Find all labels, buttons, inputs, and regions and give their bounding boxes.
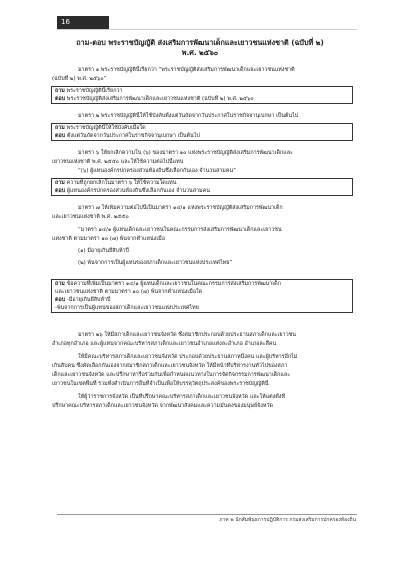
box4-question-cont: และเยาวชนแห่งชาติ ตามมาตรา ๑๐ (๗) พ้นจากตำแหน่งเมื่อใด — [55, 289, 203, 295]
section4-line4: แห่งชาติ ตามมาตรา ๑๐ (๗) พ้นจากตำแหน่งเมื่อ — [52, 236, 165, 242]
q-label: ถาม — [55, 88, 65, 94]
section5-line1: มาตรา ๒๖ ให้มีสภาเด็กและเยาวชนจังหวัด ซึ่งสมาชิกประกอบด้วยประธานสภาเด็กและเยาวชน — [78, 332, 296, 338]
section5-line8: ปรึกษาคณะบริหารสภาเด็กและเยาวชนจังหวัด จากพัฒนาสังคมและความมั่นคงของมนุษย์จังหวัด — [52, 403, 273, 409]
section5-line3: ให้มีคณะบริหารสภาเด็กและเยาวชนจังหวัด ประกอบด้วยประธานสภาหนึ่งคน และผู้บริหารอีกไม่ — [78, 354, 298, 360]
box3-answer: ผู้แทนองค์กรปกครองส่วนท้องถิ่นซึ่งเลือกกันเอง จำนวนสามคน — [66, 188, 210, 194]
a-label: ตอบ — [55, 188, 66, 194]
box4-question: ข้อความที่เพิ่มเป็นมาตรา ๑๔/๑ ผู้แทนเด็กและเยาวชนในคณะกรรมการส่งเสริมการพัฒนาเด็ก — [66, 281, 281, 287]
header-rule — [57, 29, 357, 30]
qa-box-2 — [51, 123, 353, 141]
section4-line5: (๑) มีอายุเกินยี่สิบห้าปี — [78, 248, 129, 254]
section1-line1: มาตรา ๑ พระราชบัญญัตินี้เรียกว่า “พระราชบัญญัติส่งเสริมการพัฒนาเด็กและเยาวชนแห่งชาติ — [78, 67, 295, 73]
page-footer: ภาค ๒ นักสัมพันธการปฏิบัติการ กรมส่งเสริมการปกครองท้องถิ่น — [219, 517, 356, 523]
title-line: ถาม-ตอบ พระราชบัญญัติ ส่งเสริมการพัฒนาเด็กและเยาวชนแห่งชาติ (ฉบับที่ ๒) — [76, 38, 324, 47]
section3-line3: “(๖) ผู้แทนองค์กรปกครองส่วนท้องถิ่นซึ่งเลือกกันเอง จำนวนสามคน” — [78, 168, 236, 174]
section4-line1: มาตรา ๗ ให้เพิ่มความต่อไปนี้เป็นมาตรา ๑๔/๑ แห่งพระราชบัญญัติส่งเสริมการพัฒนาเด็ก — [78, 205, 283, 211]
box2-question: พระราชบัญญัตินี้ให้ใช้บังคับเมื่อใด — [66, 125, 146, 131]
section5-line5: เด็กและเยาวชนจังหวัด และปรึกษาหารือร่วมกันเพื่อกำหนดแนวทางในการจัดกิจกรรมการพัฒนาเด็กและ — [52, 372, 291, 378]
footer-rule — [57, 514, 357, 515]
a-label: ตอบ — [55, 133, 66, 139]
qa-box-1 — [51, 86, 353, 104]
title-year: พ.ศ. ๒๕๖๐ — [181, 48, 219, 57]
section5-line7: ให้ผู้ว่าราชการจังหวัด เป็นที่ปรึกษาคณะบริหารสภาเด็กและเยาวชนจังหวัด และให้แต่งตั้งที่ — [78, 394, 285, 400]
q-label: ถาม — [55, 281, 65, 287]
a-label: ตอบ — [55, 297, 66, 303]
section2-line1: มาตรา ๒ พระราชบัญญัตินี้ให้ใช้บังคับตั้งแต่วันถัดจากวันประกาศในราชกิจจานุเบกษา เป็นต้นไป — [78, 113, 299, 119]
box4-answer1: -มีอายุเกินยี่สิบห้าปี — [66, 297, 111, 303]
section3-line2: เยาวชนแห่งชาติ พ.ศ. ๒๕๕๐ และให้ใช้ความต่อไปนี้แทน — [52, 159, 184, 165]
section4-line6: (๒) พ้นจากการเป็นผู้แทนของสภาเด็กและเยาวชนแห่งประเทศไทย” — [78, 260, 233, 266]
box1-question: พระราชบัญญัตินี้เรียกว่า — [66, 88, 123, 94]
section5-line6: เยาวชนในเขตพื้นที่ รวมทั้งดำเนินการอื่นที่จำเป็นเพื่อให้บรรลุวัตถุประสงค์ของพระราชบัญญัตินี้ — [52, 381, 269, 387]
box2-answer: ตั้งแต่วันถัดจากวันประกาศในราชกิจจานุเบกษา เป็นต้นไป — [66, 133, 200, 139]
section3-line1: มาตรา ๖ ให้ยกเลิกความใน (๖) ของมาตรา ๑๐ แห่งพระราชบัญญัติส่งเสริมการพัฒนาเด็กและ — [78, 150, 293, 156]
qa-box-4 — [51, 279, 353, 313]
box4-answer2: -พ้นจากการเป็นผู้แทนของสภาเด็กและเยาวชนแห่งประเทศไทย — [55, 305, 199, 311]
box3-question: ความที่ถูกยกเลิกในมาตรา ๖ ให้ใช้ความใดแทน — [66, 180, 177, 186]
page-number: 16 — [57, 16, 109, 29]
q-label: ถาม — [55, 125, 65, 131]
section4-line2: และเยาวชนแห่งชาติ พ.ศ. ๒๕๕๐ — [52, 214, 129, 220]
section5-line4: เกินสิบคน ซึ่งคัดเลือกกันเองจากสมาชิกสภาเด็กและเยาวชนจังหวัด ให้มีหน้าที่บริหารงานทั่วไปของสภา — [52, 363, 288, 369]
document-title — [40, 38, 360, 58]
q-label: ถาม — [55, 180, 65, 186]
a-label: ตอบ — [55, 96, 66, 102]
box1-answer: พระราชบัญญัติส่งเสริมการพัฒนาเด็กและเยาวชนแห่งชาติ (ฉบับที่ ๒) พ.ศ. ๒๕๖๐ — [66, 96, 254, 102]
qa-box-3 — [51, 178, 353, 196]
section5-line2: อำเภอทุกอำเภอ และผู้แทนจากคณะบริหารสภาเด็กและเยาวชนอำเภอแห่งละอำเภอ อำเภอละสี่คน — [52, 341, 277, 347]
section4-line3: “มาตรา ๑๔/๑ ผู้แทนเด็กและเยาวชนในคณะกรรมการส่งเสริมการพัฒนาเด็กและเยาวชน — [78, 227, 282, 233]
section1-line2: (ฉบับที่ ๒) พ.ศ. ๒๕๖๐” — [52, 76, 107, 82]
